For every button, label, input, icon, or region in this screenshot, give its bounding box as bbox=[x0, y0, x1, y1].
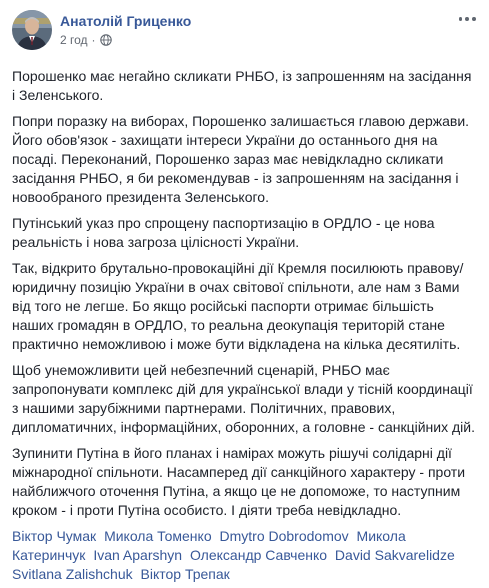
tag-link[interactable]: Dmytro Dobrodomov bbox=[219, 528, 349, 544]
post-body bbox=[12, 67, 477, 584]
tag-link[interactable]: David Sakvarelidze bbox=[334, 547, 455, 563]
tag-link[interactable]: Віктор Трепак bbox=[140, 566, 230, 582]
post-paragraph-6: Зупинити Путіна в його планах і намірах можуть рішучі солідарні дії міжнародної спільноти. Насамперед дії санкційного характеру - проти найближчого оточення Путіна, а якщо це не допоможе, то наступним кроком - і проти Путіна особисто. І діяти треба невідкладно. bbox=[12, 445, 466, 518]
post-paragraph-5: Щоб унеможливити цей небезпечний сценарій, РНБО має запропонувати комплекс дій для української влади у тісній координації з нашими зарубіжними партнерами. Політичних, правових, дипломатичних, інформаційних, оборонних, а головне - санкційних дій. bbox=[12, 362, 475, 435]
globe-icon[interactable] bbox=[100, 34, 112, 46]
tag-link[interactable]: Микола Томенко bbox=[104, 528, 212, 544]
separator-dot: · bbox=[91, 33, 96, 47]
author-name[interactable]: Анатолій Гриценко bbox=[60, 13, 192, 29]
post-paragraph-4: Так, відкрито брутально-провокаційні дії Кремля посилюють правову/юридичну позицію України в очах світової спільноти, але нам з Вами від того не легше. Бо якщо російські паспорти отримає більшість наших громадян в ОРДЛО, то реальна деокупація територій стане практично неможливою і може бути відкладена на кілька десятиліть. bbox=[12, 260, 464, 352]
author-avatar[interactable] bbox=[12, 10, 52, 50]
post-paragraph-2: Попри поразку на виборах, Порошенко залишається главою держави. Його обов'язок - захищати інтереси України до останнього дня на посаді. Переконаний, Порошенко зараз має невідкладно скликати засідання РНБО, я би рекомендував - із запрошенням на засідання і новообраного президента Зеленського. bbox=[12, 113, 470, 205]
post-meta bbox=[60, 10, 191, 48]
post-subline bbox=[60, 32, 191, 48]
more-options-icon[interactable] bbox=[457, 12, 477, 26]
tag-link[interactable]: Віктор Чумак bbox=[12, 528, 97, 544]
post-timestamp[interactable]: 2 год bbox=[60, 33, 88, 47]
tag-link[interactable]: Ivan Aparshyn bbox=[93, 547, 183, 563]
avatar-image bbox=[12, 10, 52, 50]
post-header bbox=[12, 10, 477, 58]
post-paragraph-3: Путінський указ про спрощену паспортизацію в ОРДЛО - це нова реальність і нова загроза цілісності України. bbox=[12, 215, 435, 250]
tag-link[interactable]: Svitlana Zalishchuk bbox=[12, 566, 133, 582]
tag-link[interactable]: Олександр Савченко bbox=[189, 547, 328, 563]
tagged-people bbox=[12, 527, 477, 584]
post-paragraph-1: Порошенко має негайно скликати РНБО, із запрошенням на засідання і Зеленського. bbox=[12, 68, 472, 103]
tag-link[interactable]: Микола Катеринчук bbox=[12, 528, 406, 563]
